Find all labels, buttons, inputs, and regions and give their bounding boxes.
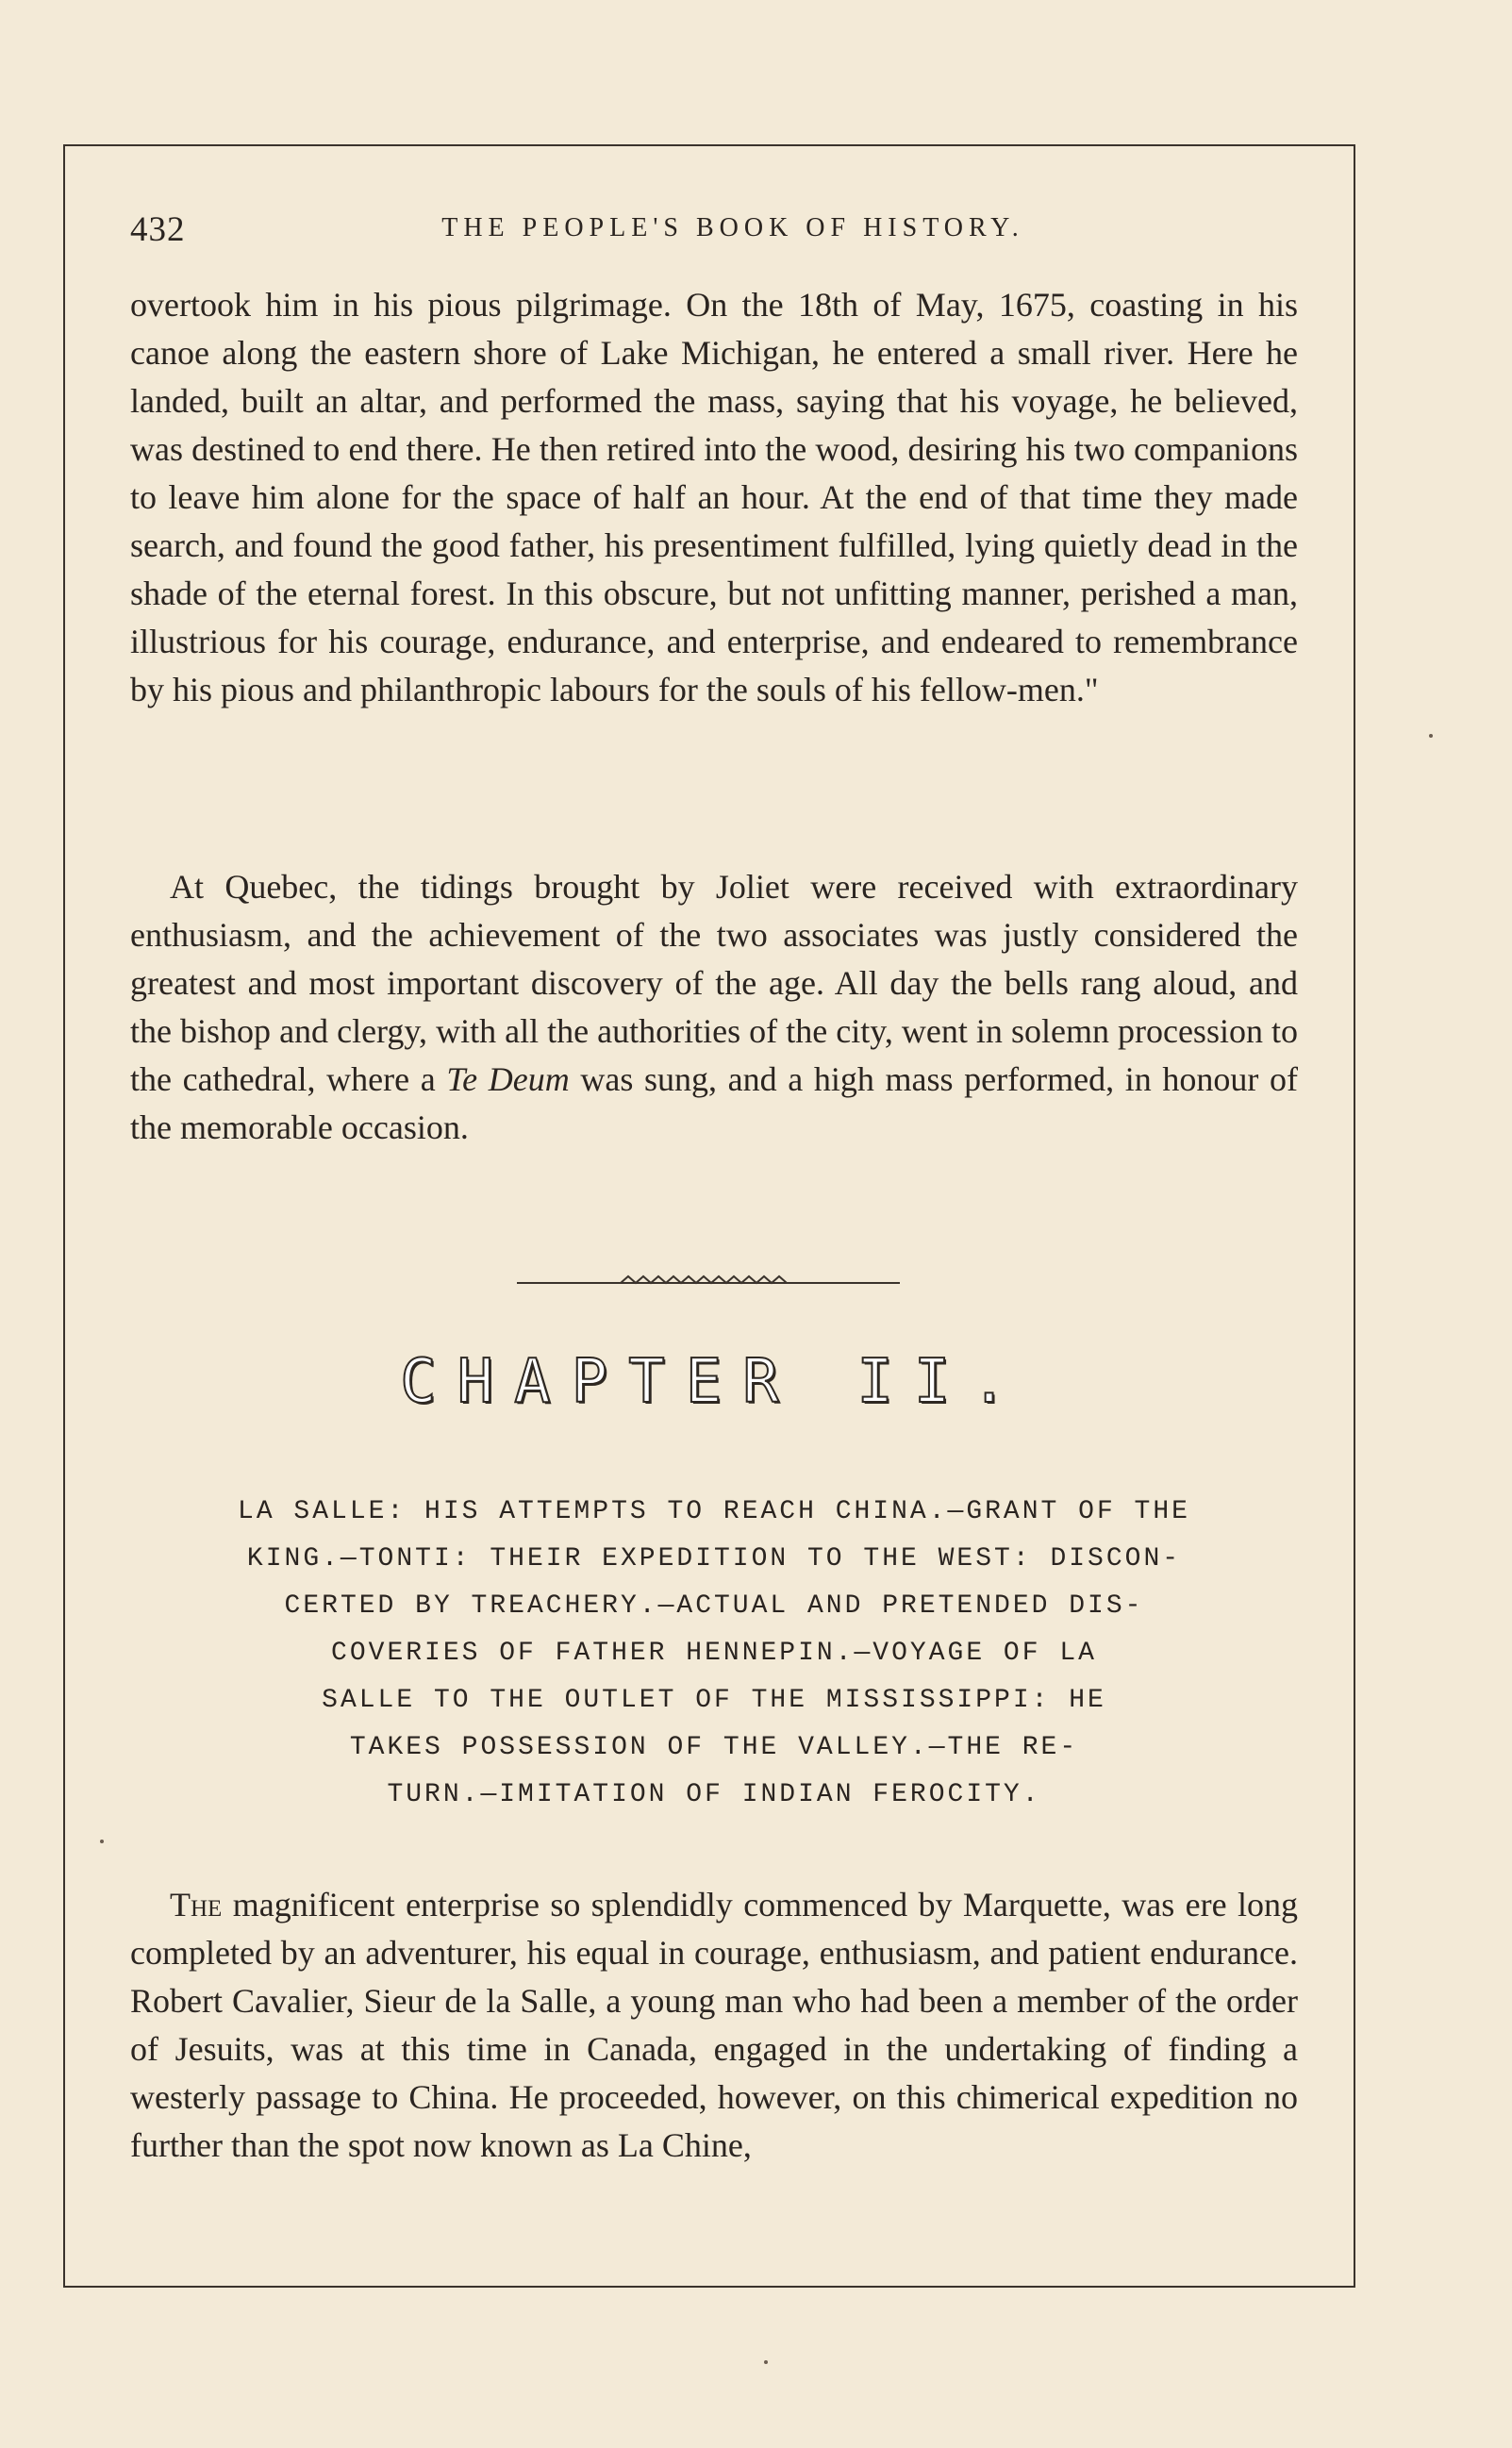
synopsis-line: CERTED BY TREACHERY.—ACTUAL AND PRETENDED DIS- bbox=[284, 1591, 1144, 1621]
paper-speck bbox=[1429, 734, 1433, 738]
paper-speck bbox=[764, 2360, 768, 2364]
quebec-text-after: was sung, and a high mass performed, in honour of the memorable occasion. bbox=[130, 1060, 1299, 1146]
paragraph-chapter-opening-text bbox=[130, 1881, 1298, 2170]
chapter-synopsis bbox=[130, 1489, 1298, 1819]
synopsis-line: KING.—TONTI: THEIR EXPEDITION TO THE WEST: DISCON- bbox=[246, 1544, 1182, 1574]
synopsis-line: TURN.—IMITATION OF INDIAN FEROCITY. bbox=[387, 1780, 1041, 1809]
running-title: THE PEOPLE'S BOOK OF HISTORY. bbox=[441, 213, 1024, 242]
paragraph-quebec bbox=[130, 863, 1298, 1152]
opening-word: The bbox=[170, 1886, 223, 1923]
wavy-rule-ornament-icon bbox=[517, 1274, 900, 1287]
running-head bbox=[130, 206, 1298, 253]
opening-text: magnificent enterprise so splendidly commenced by Marquette, was ere long completed by an adventurer, his equal in courage, enthusiasm, and patient endurance. Robert Cavalier, Sieur de la Salle, a young man who had been a member of the order of Jesuits, was at this time in Canada, engaged in the undertaking of finding a westerly passage to China. He proceeded, however, on this chimerical expedition no further than the spot now known as La Chine, bbox=[130, 1886, 1298, 2164]
paragraph-quebec-text bbox=[130, 863, 1298, 1152]
te-deum-italic: Te Deum bbox=[446, 1060, 570, 1098]
chapter-heading: CHAPTER II. bbox=[400, 1347, 1028, 1417]
paragraph-continuation-text: overtook him in his pious pilgrimage. On the 18th of May, 1675, coasting in his canoe along the eastern shore of Lake Michigan, he entered a small river. Here he landed, built an altar, and performed the mass, saying that his voyage, he believed, was destined to end there. He then retired into the wood, desiring his two companions to leave him alone for the space of half an hour. At the end of that time they made search, and found the good father, his presentiment fulfilled, lying quietly dead in the shade of the eternal forest. In this obscure, but not unfitting manner, perished a man, illustrious for his courage, endurance, and enterprise, and endeared to remembrance by his pious and philanthropic labours for the souls of his fellow-men." bbox=[130, 286, 1298, 708]
page-number: 432 bbox=[130, 210, 186, 249]
paper-speck bbox=[100, 1840, 104, 1843]
synopsis-line: LA SALLE: HIS ATTEMPTS TO REACH CHINA.—GRANT OF THE bbox=[238, 1497, 1190, 1526]
synopsis-line: TAKES POSSESSION OF THE VALLEY.—THE RE- bbox=[349, 1733, 1079, 1762]
paragraph-continuation bbox=[130, 281, 1298, 714]
quebec-text-before: At Quebec, the tidings brought by Joliet were received with extraordinary enthusiasm, and the achievement of the two associates was justly considered the greatest and most important discovery of the age. All day the bells rang aloud, and the bishop and clergy, with all the authorities of the city, went in solemn procession to the cathedral, where a bbox=[130, 868, 1298, 1098]
synopsis-line: SALLE TO THE OUTLET OF THE MISSISSIPPI: HE bbox=[322, 1686, 1106, 1715]
synopsis-line: COVERIES OF FATHER HENNEPIN.—VOYAGE OF LA bbox=[331, 1639, 1097, 1668]
paragraph-chapter-opening bbox=[130, 1881, 1298, 2170]
